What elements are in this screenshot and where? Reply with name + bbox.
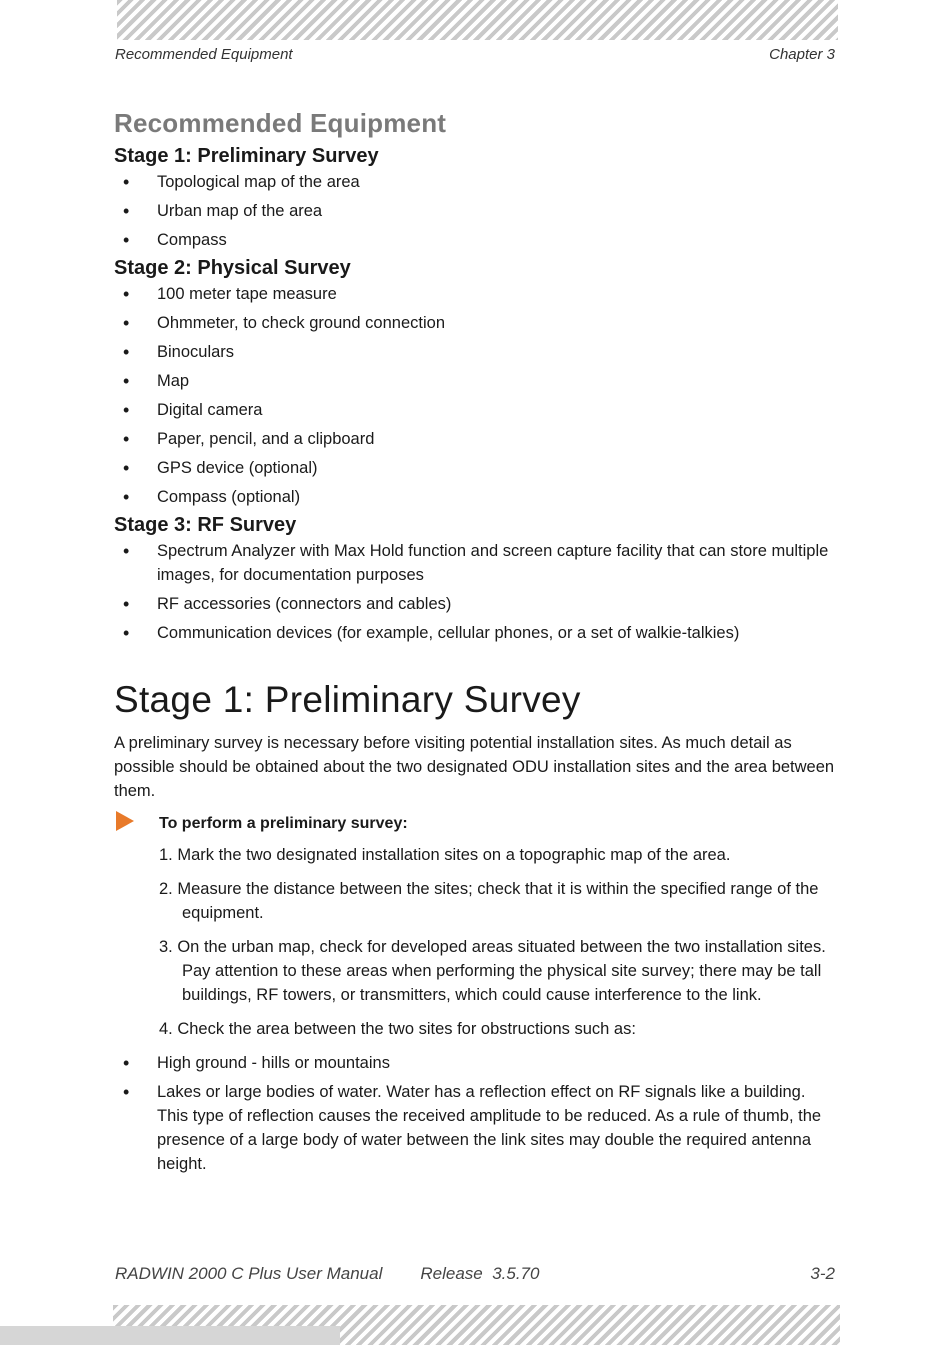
running-footer [115,1264,835,1284]
procedure-header [114,813,838,835]
bullet-icon: • [123,230,130,250]
stage-1-heading: Stage 1: Preliminary Survey [114,145,379,167]
stage-1-list [114,170,838,252]
stage-3-heading: Stage 3: RF Survey [114,514,297,536]
footer-gray-strip [0,1326,340,1345]
header-hatch-band [117,0,838,40]
preliminary-intro: A preliminary survey is necessary before visiting potential installation sites. As much detail as possible should be obtained about the two designated ODU installation sites and the area between them. [114,734,835,800]
list-item: • Communication devices (for example, cellular phones, or a set of walkie-talkies) [123,623,740,643]
bullet-icon: • [123,1082,130,1102]
list-item: • Binoculars [123,342,235,362]
list-item: • Ohmmeter, to check ground connection [123,313,445,333]
footer-left [115,1264,539,1284]
running-header [115,46,835,63]
list-item: • Compass (optional) [123,487,301,507]
stage-2-heading: Stage 2: Physical Survey [114,257,351,279]
list-item: • Map [123,371,190,391]
list-item: • 100 meter tape measure [123,284,337,304]
procedure-step: 4. Check the area between the two sites for obstructions such as: [159,1020,636,1038]
page-content [114,108,838,1181]
bullet-icon: • [123,201,130,221]
bullet-icon: • [123,371,130,391]
section-title: Recommended Equipment [114,108,447,138]
footer-manual-name: RADWIN 2000 C Plus User Manual [115,1264,383,1283]
procedure-steps [114,843,838,1041]
bullet-icon: • [123,623,130,643]
procedure-step: 1. Mark the two designated installation sites on a topographic map of the area. [159,846,731,864]
list-item: • Digital camera [123,400,263,420]
list-item: • Urban map of the area [123,201,323,221]
list-item: • Paper, pencil, and a clipboard [123,429,375,449]
bullet-icon: • [123,313,130,333]
bullet-icon: • [123,458,130,478]
bullet-icon: • [123,594,130,614]
list-item: • Lakes or large bodies of water. Water has a reflection effect on RF signals like a building. This type of reflection causes the received amplitude to be reduced. As a rule of thumb, the presence of a large body of water between the link sites may double the required antenna height. [123,1082,822,1173]
preliminary-survey-title: Stage 1: Preliminary Survey [114,679,581,720]
bullet-icon: • [123,429,130,449]
list-item: • High ground - hills or mountains [123,1053,390,1073]
stage-2-list [114,282,838,509]
procedure-step: 3. On the urban map, check for developed areas situated between the two installation sites. Pay attention to these areas when performing the physical site survey; there may be tall buildings, RF towers, or transmitters, which could cause interference to the link. [159,938,826,1004]
arrow-right-icon [116,811,134,831]
list-item: • Spectrum Analyzer with Max Hold function and screen capture facility that can store multiple images, for documentation purposes [123,541,829,584]
stage-3-list [114,539,838,645]
bullet-icon: • [123,284,130,304]
bullet-icon: • [123,172,130,192]
obstructions-list [114,1051,838,1176]
bullet-icon: • [123,487,130,507]
list-item: • Topological map of the area [123,172,360,192]
list-item: • Compass [123,230,227,250]
list-item: • RF accessories (connectors and cables) [123,594,452,614]
header-section-name: Recommended Equipment [115,46,293,63]
footer-release: Release 3.5.70 [420,1264,540,1283]
bullet-icon: • [123,400,130,420]
footer-page-number: 3-2 [810,1264,835,1283]
bullet-icon: • [123,541,130,561]
bullet-icon: • [123,342,130,362]
bullet-icon: • [123,1053,130,1073]
procedure-step: 2. Measure the distance between the sites; check that it is within the specified range of the equipment. [159,880,819,922]
header-chapter: Chapter 3 [769,46,835,63]
procedure-label: To perform a preliminary survey: [159,815,408,832]
list-item: • GPS device (optional) [123,458,318,478]
